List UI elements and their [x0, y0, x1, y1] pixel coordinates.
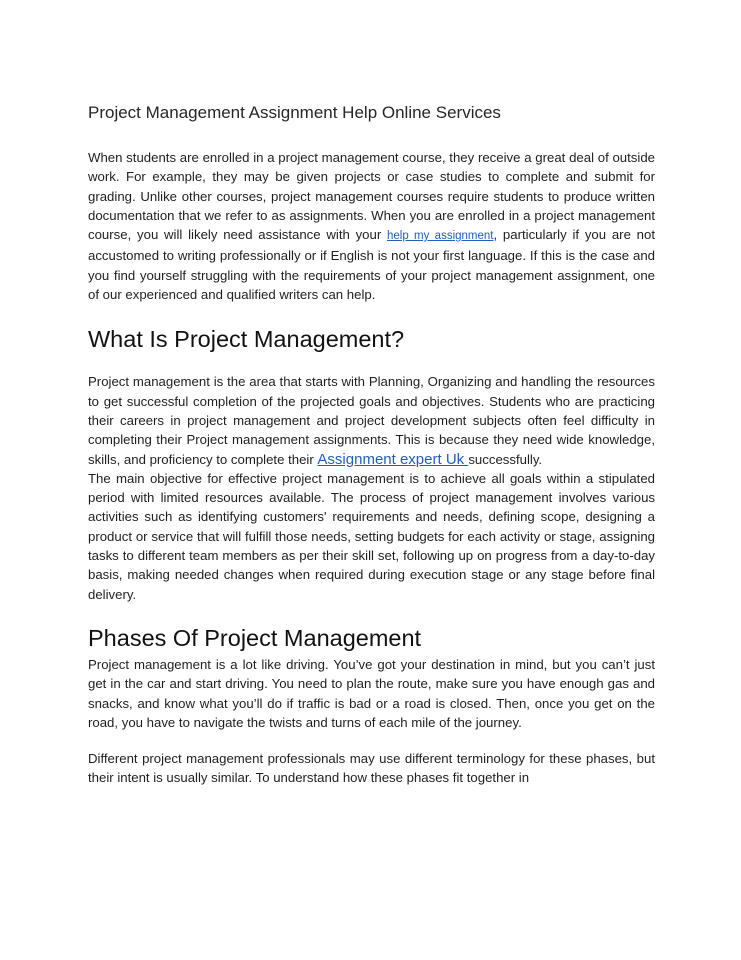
what-text-before-link: Project management is the area that starts with Planning, Organizing and handling the resources to get successful completion of the projected goals and objectives. Students who are practicing their careers in project management and project development subjects often feel difficulty in completing their Project management assignments. This is because they need wide knowledge, skills, and proficiency to complete their: [88, 374, 655, 467]
document-title: Project Management Assignment Help Online Services: [88, 103, 501, 122]
section-heading-what-is-pm: What Is Project Management?: [88, 326, 405, 353]
what-text-after-link: successfully.: [468, 451, 543, 467]
intro-text-after-link: , particularly if you are not accustomed to writing professionally or if English is not your first language. If this is the case and you find yourself struggling with the requirements of your project management assignment, one of our experienced and qualified writers can help.: [88, 227, 655, 303]
intro-text-before-link: When students are enrolled in a project management course, they receive a great deal of outside work. For example, they may be given projects or case studies to complete and submit for grading. Unlike other courses, project management courses require students to produce written documentation that we refer to as assignments. When you are enrolled in a project management course, you will likely need assistance with your: [88, 150, 655, 243]
phases-paragraph-1: Project management is a lot like driving. You’ve got your destination in mind, but you can’t just get in the car and start driving. You need to plan the route, make sure you have enough gas and snacks, and know what you’ll do if traffic is bad or a road is closed. Then, once you get on the road, you have to navigate the twists and turns of each mile of the journey.: [88, 656, 655, 730]
intro-paragraph: [88, 148, 655, 304]
what-paragraph-1: [88, 372, 655, 468]
section-heading-phases: Phases Of Project Management: [88, 624, 422, 651]
phases-paragraph-2: Different project management professionals may use different terminology for these phases, but their intent is usually similar. To understand how these phases fit together in: [88, 751, 655, 786]
what-paragraph-2: The main objective for effective project management is to achieve all goals within a stipulated period with limited resources available. The process of project management involves various activities such as identifying customers' requirements and needs, defining scope, designing a product or service that will fulfill those needs, setting budgets for each activity or stage, assigning tasks to different team members as per their skill set, following up on progress from a day-to-day basis, making needed changes when required during execution stage or any stage before final delivery.: [88, 470, 655, 602]
help-my-assignment-link[interactable]: help my assignment: [387, 230, 494, 243]
document-body: [88, 100, 655, 788]
assignment-expert-uk-link[interactable]: Assignment expert Uk: [317, 450, 469, 468]
paragraph-spacer: [88, 732, 655, 749]
